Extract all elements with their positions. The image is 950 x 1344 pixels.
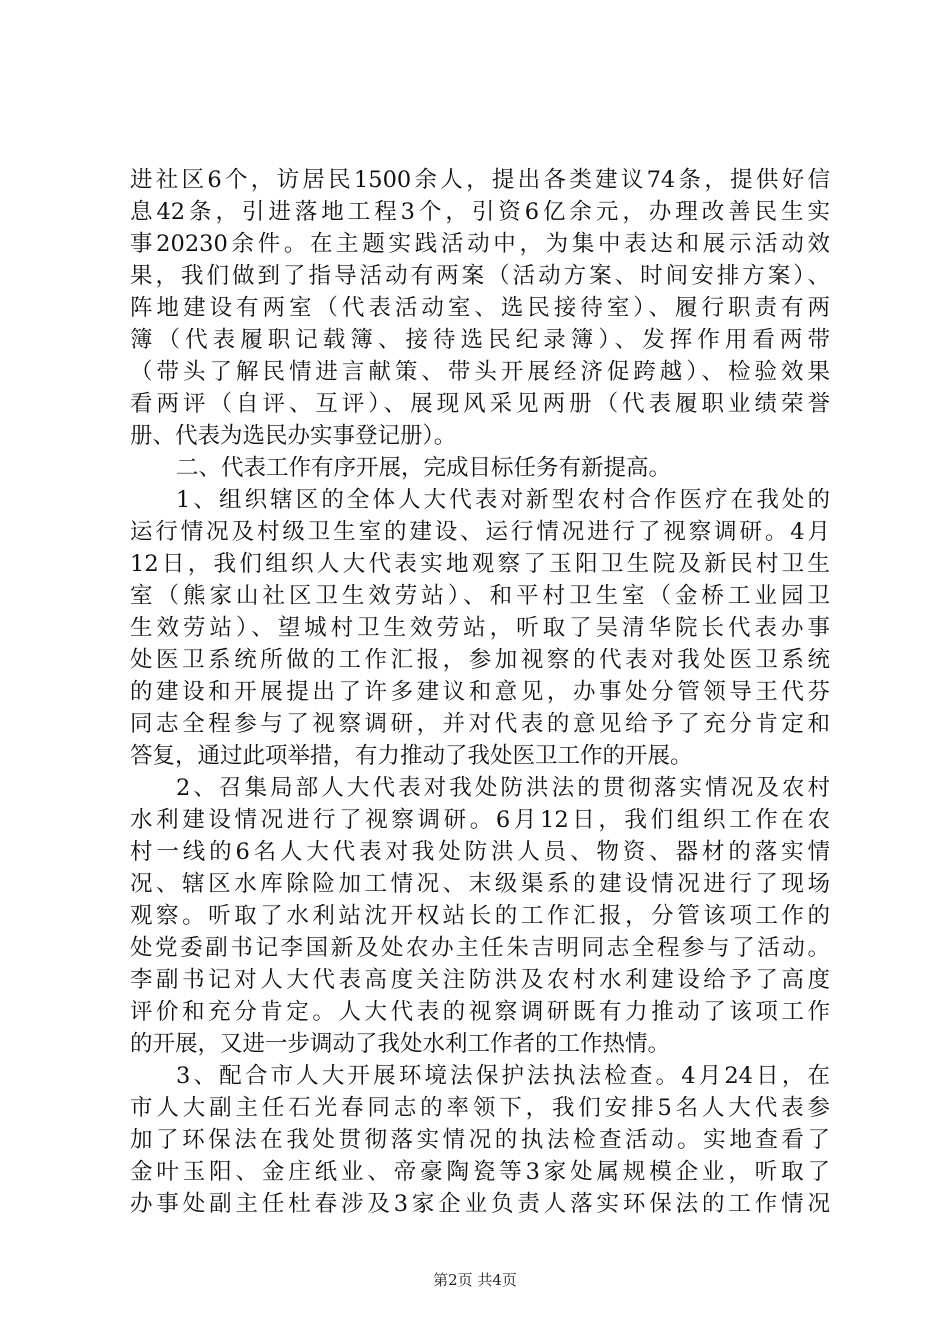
- text-line: 处党委副书记李国新及处农办主任朱吉明同志全程参与了活动。: [130, 935, 830, 961]
- paragraph-medical-inspection: [130, 484, 830, 772]
- text-line: 果，我们做到了指导活动有两案（活动方案、时间安排方案）、: [130, 263, 830, 289]
- section-heading: [130, 452, 830, 484]
- page-number-footer: 第2页 共4页: [433, 1271, 517, 1289]
- paragraph-flood-control-inspection: [130, 772, 830, 1060]
- text-line: 阵地建设有两室（代表活动室、选民接待室）、履行职责有两: [130, 295, 830, 321]
- text-line: 答复，通过此项举措，有力推动了我处医卫工作的开展。: [130, 743, 693, 769]
- text-line: 2、召集局部人大代表对我处防洪法的贯彻落实情况及农村: [176, 775, 830, 801]
- text-line: 息42条，引进落地工程3个，引资6亿余元，办理改善民生实: [130, 199, 830, 225]
- text-line: 水利建设情况进行了视察调研。6月12日，我们组织工作在农: [130, 807, 830, 833]
- text-line: 李副书记对人大代表高度关注防洪及农村水利建设给予了高度: [130, 967, 830, 993]
- document-body: [130, 164, 830, 1220]
- text-line: 3、配合市人大开展环境法保护法执法检查。4月24日，在: [176, 1063, 830, 1089]
- text-line: 进社区6个，访居民1500余人，提出各类建议74条，提供好信: [130, 167, 830, 193]
- text-line: 市人大副主任石光春同志的率领下，我们安排5名人大代表参: [130, 1095, 830, 1121]
- text-line: 村一线的6名人大代表对我处防洪人员、物资、器材的落实情: [130, 839, 830, 865]
- paragraph-activity-summary: [130, 164, 830, 452]
- text-line: 观察。听取了水利站沈开权站长的工作汇报，分管该项工作的: [130, 903, 830, 929]
- text-line: 册、代表为选民办实事登记册）。: [130, 423, 457, 449]
- text-line: 办事处副主任杜春涉及3家企业负责人落实环保法的工作情况: [130, 1191, 830, 1217]
- text-line: 1、组织辖区的全体人大代表对新型农村合作医疗在我处的: [176, 487, 830, 513]
- text-line: 况、辖区水库除险加工情况、末级渠系的建设情况进行了现场: [130, 871, 830, 897]
- text-line: 的开展，又进一步调动了我处水利工作者的工作热情。: [130, 1031, 671, 1057]
- paragraph-environmental-inspection: [130, 1060, 830, 1220]
- text-line: 室（熊家山社区卫生效劳站）、和平村卫生室（金桥工业园卫: [130, 583, 830, 609]
- text-line: 同志全程参与了视察调研，并对代表的意见给予了充分肯定和: [130, 711, 830, 737]
- text-line: 运行情况及村级卫生室的建设、运行情况进行了视察调研。4月: [130, 519, 830, 545]
- text-line: 簿（代表履职记载簿、接待选民纪录簿）、发挥作用看两带: [130, 327, 830, 353]
- text-line: 二、代表工作有序开展，完成目标任务有新提高。: [176, 455, 672, 481]
- text-line: 事20230余件。在主题实践活动中，为集中表达和展示活动效: [130, 231, 830, 257]
- text-line: 的建设和开展提出了许多建议和意见，办事处分管领导王代芬: [130, 679, 830, 705]
- text-line: 处医卫系统所做的工作汇报，参加视察的代表对我处医卫系统: [130, 647, 830, 673]
- text-line: 生效劳站）、望城村卫生效劳站，听取了吴清华院长代表办事: [130, 615, 830, 641]
- text-line: 金叶玉阳、金庄纸业、帝豪陶瓷等3家处属规模企业，听取了: [130, 1159, 830, 1185]
- text-line: （带头了解民情进言献策、带头开展经济促跨越）、检验效果: [130, 359, 830, 385]
- text-line: 加了环保法在我处贯彻落实情况的执法检查活动。实地查看了: [130, 1127, 830, 1153]
- text-line: 12日，我们组织人大代表实地观察了玉阳卫生院及新民村卫生: [130, 551, 830, 577]
- text-line: 看两评（自评、互评）、展现风采见两册（代表履职业绩荣誉: [130, 391, 830, 417]
- text-line: 评价和充分肯定。人大代表的视察调研既有力推动了该项工作: [130, 999, 830, 1025]
